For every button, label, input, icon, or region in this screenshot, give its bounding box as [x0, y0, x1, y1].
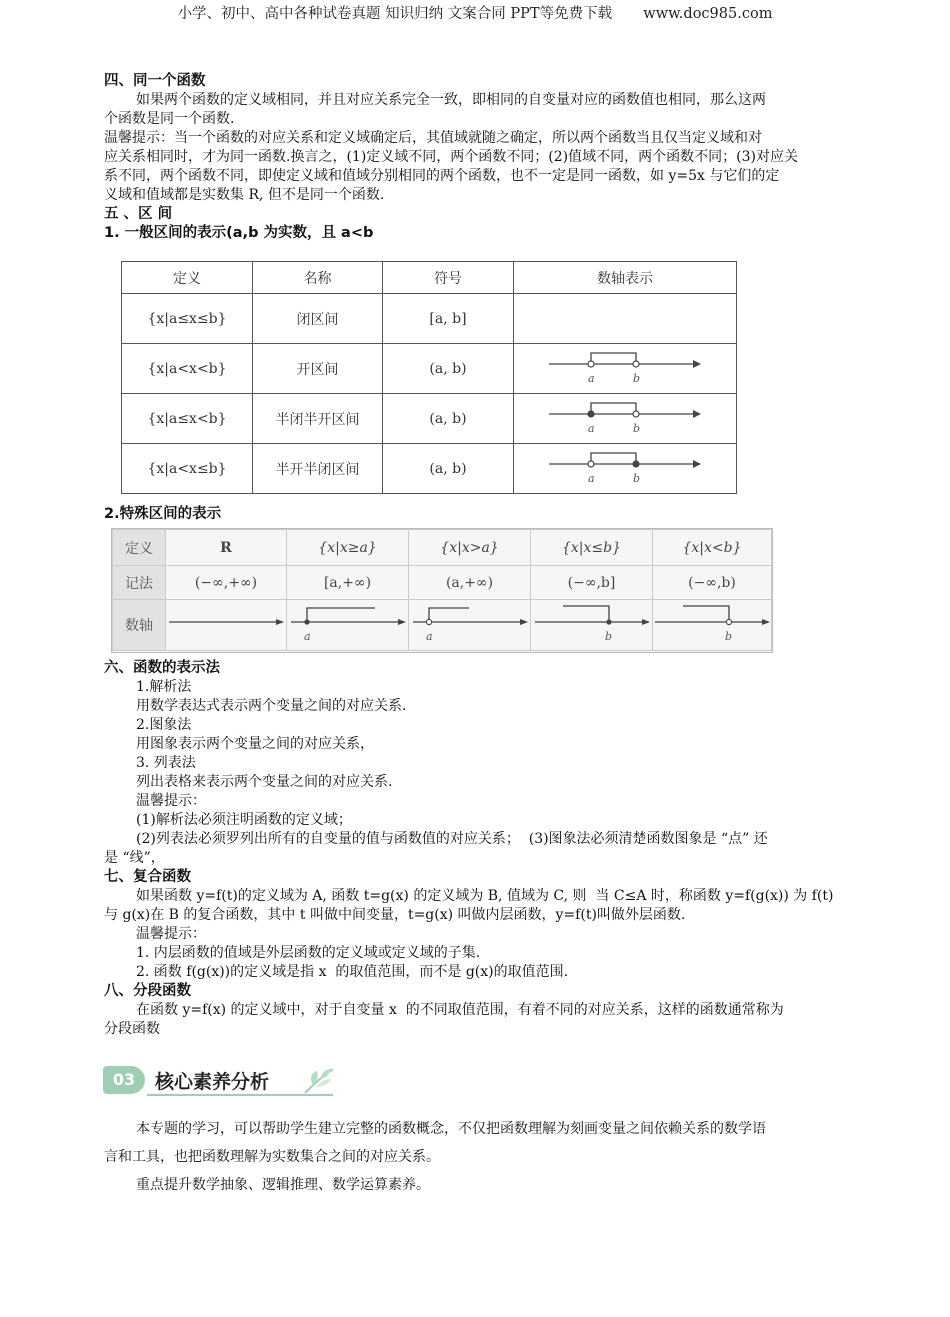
- sec4-tip-line: 温馨提示：当一个函数的对应关系和定义域确定后，其值域就随之确定，所以两个函数当且仅当定义域和对: [104, 130, 762, 146]
- name-cell: 半开半闭区间: [253, 444, 383, 494]
- special-interval-table: [111, 528, 773, 653]
- definition-cell: {x|x≤b}: [531, 530, 653, 566]
- method-title: 2.图象法: [136, 717, 192, 733]
- col-header: 数轴表示: [514, 262, 737, 294]
- axis-label-b: b: [604, 630, 612, 643]
- sec4-tip-line: 系不同，两个函数不同，即使定义域和值域分别相同的两个函数，也不一定是同一函数，如 y=5x 与它们的定: [104, 168, 780, 184]
- header-text: 小学、初中、高中各种试卷真题 知识归纳 文案合同 PPT等免费下载: [177, 6, 613, 22]
- axis-label-a: a: [303, 630, 311, 643]
- definition-cell: {x|x<b}: [653, 530, 772, 566]
- method-desc: 用数学表达式表示两个变量之间的对应关系.: [136, 698, 407, 714]
- notation-cell: (−∞,+∞): [166, 566, 287, 600]
- method-desc: 列出表格来表示两个变量之间的对应关系.: [136, 774, 393, 790]
- symbol-cell: (a, b): [383, 394, 514, 444]
- number-line-cell: [166, 600, 287, 651]
- tip-item: 1. 内层函数的值域是外层函数的定义域或定义域的子集.: [136, 945, 481, 961]
- number-line-cell: [514, 294, 737, 344]
- leaf-icon: [299, 1065, 339, 1097]
- section-4-title: 四、同一个函数: [104, 73, 206, 89]
- notation-cell: (a,+∞): [409, 566, 531, 600]
- table-row: [113, 600, 772, 651]
- symbol-cell: (a, b): [383, 344, 514, 394]
- table-row: [122, 344, 737, 394]
- tip-label: 温馨提示：: [136, 926, 206, 942]
- section-7-title: 七、复合函数: [104, 869, 191, 885]
- notation-cell: [a,+∞): [287, 566, 409, 600]
- sec4-tip-line: 应关系相同时，才为同一函数.换言之，(1)定义域不同，两个函数不同；(2)值域不同，两个函数不同；(3)对应关: [104, 149, 798, 165]
- special-interval-subtitle: 2.特殊区间的表示: [104, 506, 222, 522]
- core-paragraph-line: 重点提升数学抽象、逻辑推理、数学运算素养。: [136, 1177, 430, 1193]
- core-literacy-body: [104, 1115, 862, 1199]
- sec4-paragraph-line: 如果两个函数的定义域相同，并且对应关系完全一致，即相同的自变量对应的函数值也相同，那么这两: [136, 92, 766, 108]
- symbol-cell: (a, b): [383, 444, 514, 494]
- table-row: [122, 394, 737, 444]
- table-row: [122, 444, 737, 494]
- table-header-row: [122, 262, 737, 294]
- sec7-paragraph-line: 如果函数 y=f(t)的定义域为 A, 函数 t=g(x) 的定义域为 B, 值域为 C, 则 当 C≤A 时，称函数 y=f(g(x)) 为 f(t): [136, 888, 834, 904]
- section-8-title: 八、分段函数: [104, 983, 191, 999]
- number-line-cell: [514, 444, 737, 494]
- core-paragraph-line: 本专题的学习，可以帮助学生建立完整的函数概念，不仅把函数理解为刻画变量之间依赖关系的数学语: [136, 1121, 766, 1137]
- tip-item: (2)列表法必须罗列出所有的自变量的值与函数值的对应关系； (3)图象法必须清楚函数图象是 “点” 还: [136, 831, 768, 847]
- definition-cell: {x|x>a}: [409, 530, 531, 566]
- page-header: [0, 2, 950, 23]
- axis-label-b: b: [725, 630, 733, 643]
- sec4-paragraph-line: 个函数是同一个函数.: [104, 111, 235, 127]
- tip-item: 2. 函数 f(g(x))的定义域是指 x 的取值范围，而不是 g(x)的取值范围.: [136, 964, 569, 980]
- name-cell: 闭区间: [253, 294, 383, 344]
- axis-label-a: a: [588, 421, 595, 435]
- tip-item: 是 “线”，: [104, 850, 165, 866]
- axis-label-b: b: [633, 371, 641, 385]
- axis-label-a: a: [588, 371, 595, 385]
- number-line-ge-a: [289, 600, 407, 646]
- number-line-all-reals: [167, 600, 285, 646]
- sec8-paragraph-line: 在函数 y=f(x) 的定义域中，对于自变量 x 的不同取值范围，有着不同的对应关系，这样的函数通常称为: [136, 1002, 784, 1018]
- section-5-title: 五 、区 间: [104, 206, 173, 222]
- header-site[interactable]: www.doc985.com: [643, 6, 773, 22]
- col-header: 名称: [253, 262, 383, 294]
- sec4-tip-line: 义域和值域都是实数集 R, 但不是同一个函数.: [104, 187, 385, 203]
- row-label: 数轴: [113, 600, 166, 651]
- section-number-badge: 03: [103, 1066, 145, 1094]
- number-line-cell: [514, 344, 737, 394]
- main-content: [104, 72, 862, 243]
- number-line-cell: [287, 600, 409, 651]
- number-line-cell: [531, 600, 653, 651]
- axis-label-a: a: [425, 630, 433, 643]
- number-line-open: [545, 347, 705, 387]
- axis-label-a: a: [588, 471, 595, 485]
- col-header: 符号: [383, 262, 514, 294]
- tip-item: (1)解析法必须注明函数的定义域；: [136, 812, 352, 828]
- name-cell: 半闭半开区间: [253, 394, 383, 444]
- method-desc: 用图象表示两个变量之间的对应关系，: [136, 736, 374, 752]
- notation-cell: (−∞,b]: [531, 566, 653, 600]
- method-title: 3. 列表法: [136, 755, 196, 771]
- definition-cell: {x|a≤x<b}: [122, 394, 253, 444]
- sec8-paragraph-line: 分段函数: [104, 1021, 160, 1037]
- table-row: [113, 530, 772, 566]
- section-6-title: 六、函数的表示法: [104, 660, 220, 676]
- row-label: 记法: [113, 566, 166, 600]
- name-cell: 开区间: [253, 344, 383, 394]
- number-line-gt-a: [411, 600, 529, 646]
- general-interval-table: [121, 261, 737, 494]
- table-row: [122, 294, 737, 344]
- sec7-paragraph-line: 与 g(x)在 B 的复合函数，其中 t 叫做中间变量，t=g(x) 叫做内层函数，y=f(t)叫做外层函数.: [104, 907, 686, 923]
- tip-label: 温馨提示：: [136, 793, 206, 809]
- core-literacy-title: 核心素养分析: [155, 1071, 270, 1093]
- general-interval-subtitle: 1. 一般区间的表示(a,b 为实数，且 a<b: [104, 225, 374, 241]
- definition-cell: {x|x≥a}: [287, 530, 409, 566]
- notation-cell: (−∞,b): [653, 566, 772, 600]
- number-line-half-closed-open: [545, 397, 705, 437]
- table-row: [113, 566, 772, 600]
- method-title: 1.解析法: [136, 679, 192, 695]
- core-literacy-heading: [103, 1063, 343, 1099]
- row-label: 定义: [113, 530, 166, 566]
- number-line-le-b: [533, 600, 651, 646]
- definition-cell: R: [166, 530, 287, 566]
- definition-cell: {x|a≤x≤b}: [122, 294, 253, 344]
- definition-cell: {x|a<x≤b}: [122, 444, 253, 494]
- symbol-cell: [a, b]: [383, 294, 514, 344]
- col-header: 定义: [122, 262, 253, 294]
- special-interval-grid: [112, 529, 772, 651]
- number-line-cell: [409, 600, 531, 651]
- core-paragraph-line: 言和工具，也把函数理解为实数集合之间的对应关系。: [104, 1149, 440, 1165]
- axis-label-b: b: [633, 421, 641, 435]
- axis-label-b: b: [633, 471, 641, 485]
- definition-cell: {x|a<x<b}: [122, 344, 253, 394]
- number-line-half-open-closed: [545, 447, 705, 487]
- number-line-cell: [653, 600, 772, 651]
- number-line-cell: [514, 394, 737, 444]
- sections-6-8: [104, 659, 864, 1039]
- number-line-lt-b: [653, 600, 771, 646]
